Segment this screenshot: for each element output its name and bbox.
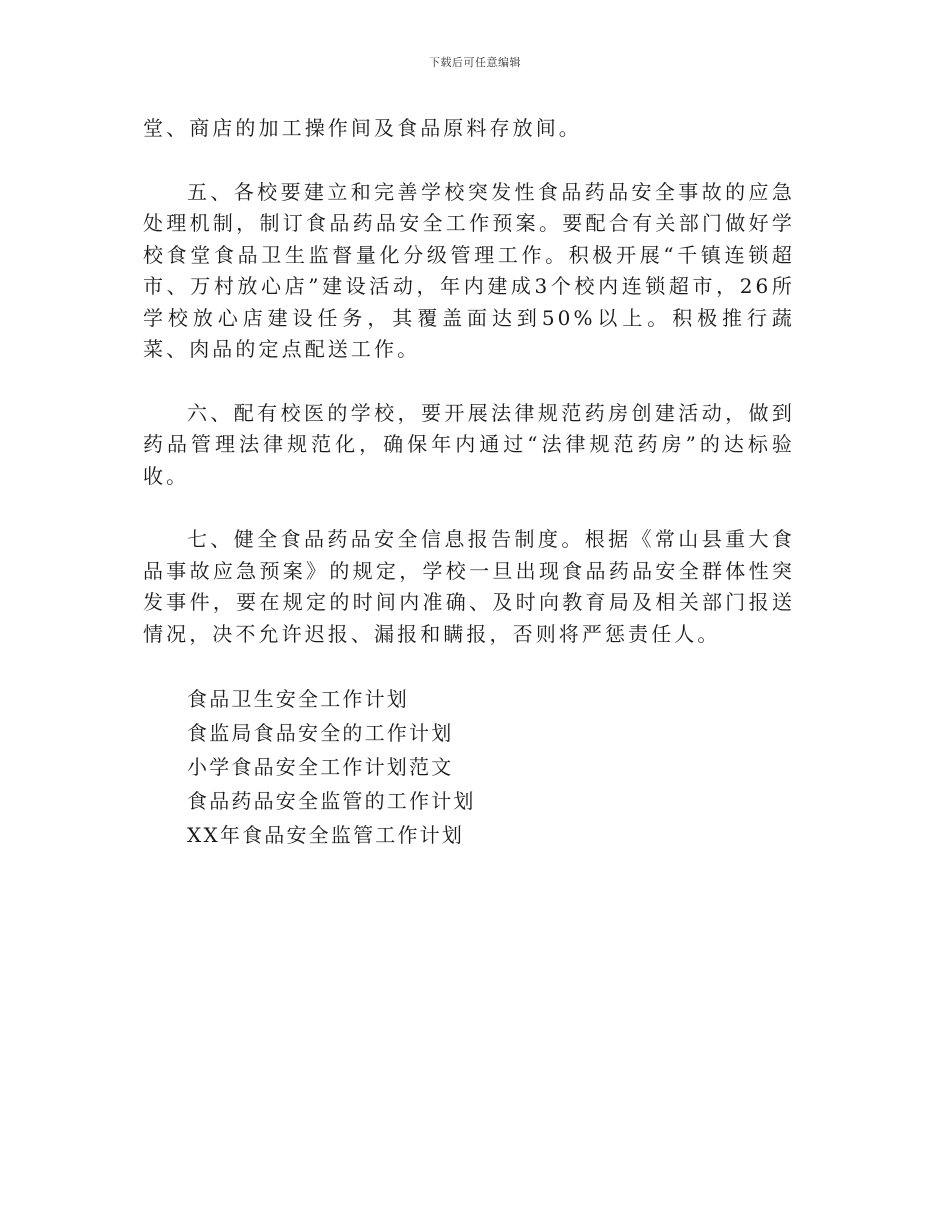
- paragraph-item-five: 五、各校要建立和完善学校突发性食品药品安全事故的应急处理机制，制订食品药品安全工作预案。要配合有关部门做好学校食堂食品卫生监督量化分级管理工作。积极开展“千镇连锁超市、万村放心店”建设活动，年内建成3个校内连锁超市，26所学校放心店建设任务，其覆盖面达到50%以上。积极推行蔬菜、肉品的定点配送工作。: [143, 179, 795, 361]
- related-link-supervision-bureau-plan[interactable]: 食监局食品安全的工作计划: [187, 721, 454, 745]
- page-header: 下载后可任意编辑: [429, 56, 521, 69]
- paragraph-continuation: 堂、商店的加工操作间及食品原料存放间。: [143, 116, 582, 140]
- related-links-list: [143, 682, 795, 852]
- paragraph-item-six: 六、配有校医的学校，要开展法律规范药房创建活动，做到药品管理法律规范化，确保年内通过“法律规范药房”的达标验收。: [143, 400, 795, 488]
- document-body: [143, 113, 795, 852]
- related-link-xx-year-plan[interactable]: XX年食品安全监管工作计划: [187, 823, 465, 847]
- related-link-food-hygiene-plan[interactable]: 食品卫生安全工作计划: [187, 687, 409, 711]
- related-link-primary-school-plan[interactable]: 小学食品安全工作计划范文: [187, 755, 454, 779]
- paragraph-item-seven: 七、健全食品药品安全信息报告制度。根据《常山县重大食品事故应急预案》的规定，学校一旦出现食品药品安全群体性突发事件，要在规定的时间内准确、及时向教育局及相关部门报送情况，决不允许迟报、漏报和瞒报，否则将严惩责任人。: [143, 527, 795, 646]
- related-link-drug-safety-plan[interactable]: 食品药品安全监管的工作计划: [187, 789, 476, 813]
